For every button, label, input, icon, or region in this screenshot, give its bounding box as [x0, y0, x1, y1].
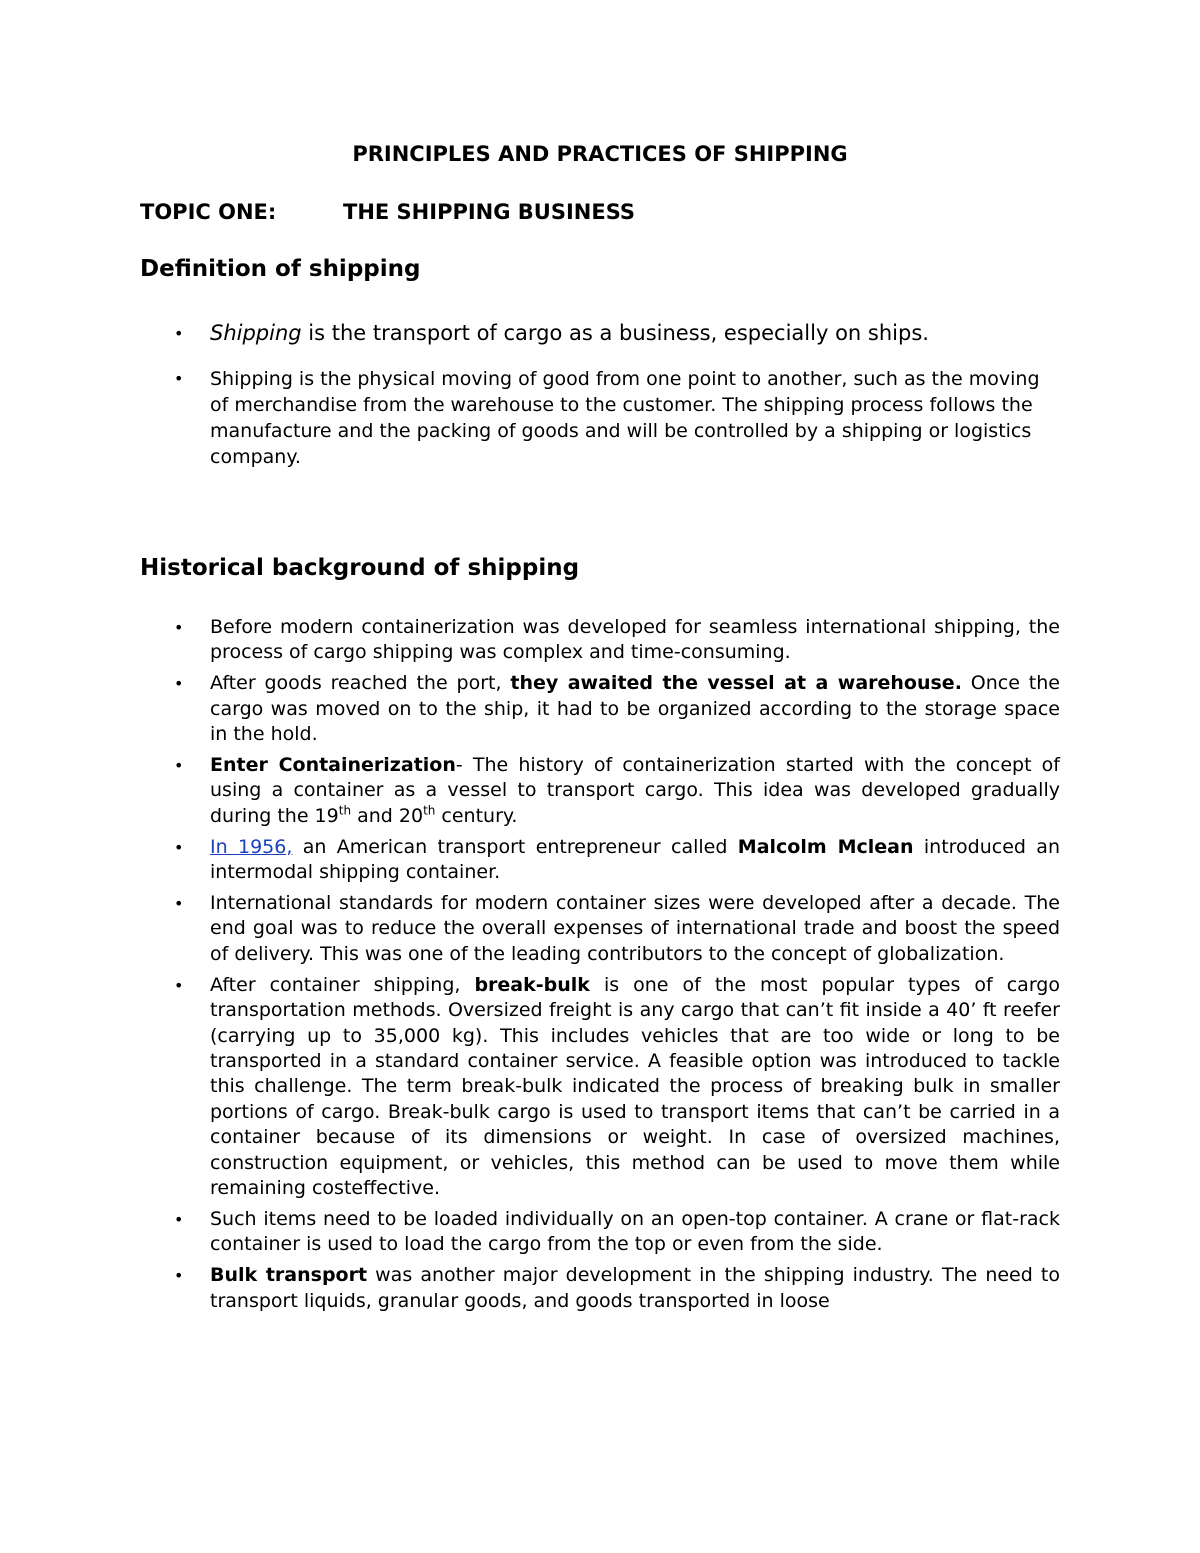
list-item	[140, 835, 1060, 886]
list-item	[140, 753, 1060, 829]
list-item	[140, 1207, 1060, 1258]
section-heading-definition: Definition of shipping	[140, 256, 421, 282]
list-item	[140, 891, 1060, 967]
bullet-icon: •	[174, 369, 184, 388]
emphasis-text: they awaited the vessel at a warehouse.	[510, 672, 962, 695]
list-item	[140, 1263, 1060, 1314]
list-item	[140, 366, 1060, 470]
definition-list	[140, 318, 1060, 470]
paragraph-text: Before modern containerization was developed for seamless international shipping, the process of cargo shipping was complex and time-consuming.	[210, 616, 1060, 664]
paragraph-text: International standards for modern container sizes were developed after a decade. The end goal was to reduce the overall expenses of international trade and boost the speed of delivery. This was one of the leading contributors to the concept of globalization.	[210, 892, 1060, 965]
list-item	[140, 973, 1060, 1202]
paragraph-text: After goods reached the port,	[210, 672, 511, 695]
bullet-icon: •	[174, 837, 184, 857]
term-shipping: Shipping	[210, 321, 302, 345]
bullet-icon: •	[174, 1209, 184, 1229]
paragraph-text: After container shipping,	[210, 973, 475, 996]
paragraph-text: an American transport entrepreneur called	[292, 835, 738, 858]
paragraph-text: and 20	[351, 804, 424, 827]
superscript: th	[423, 803, 436, 818]
bullet-icon: •	[174, 756, 184, 776]
paragraph-text: Once the cargo was moved on to the ship, it had to be organized according to the storage space in the hold.	[210, 672, 1060, 746]
paragraph-text: century.	[435, 804, 518, 827]
bullet-icon: •	[174, 618, 184, 637]
definition-text: Shipping is the physical moving of good from one point to another, such as the moving of merchandise from the warehouse to the customer. The shipping process follows the manufacture and the packing of goods and will be controlled by a shipping or logistics company.	[210, 368, 1040, 468]
paragraph-text: Such items need to be loaded individually on an open-top container. A crane or flat-rack container is used to load the cargo from the top or even from the side.	[210, 1207, 1060, 1256]
definition-text: is the transport of cargo as a business, especially on ships.	[301, 321, 929, 345]
section-heading-history: Historical background of shipping	[140, 555, 580, 581]
bullet-icon: •	[174, 975, 184, 995]
bullet-icon: •	[174, 894, 184, 914]
history-list	[140, 615, 1060, 1320]
emphasis-text: Malcolm Mclean	[737, 835, 914, 858]
emphasis-text: break-bulk	[474, 973, 590, 996]
paragraph-text: is one of the most popular types of cargo transportation methods. Oversized freight is any cargo that can’t fit inside a 40’ ft reefer (carrying up to 35,000 kg). This includes vehicles that are too wide or long to be transported in a standard container service. A feasible option was introduced to tackle this challenge. The term break-bulk indicated the process of breaking bulk in smaller portions of cargo. Break-bulk cargo is used to transport items that can’t be carried in a container because of its dimensions or weight. In case of oversized machines, construction equipment, or vehicles, this method can be used to move them while remaining costeffective.	[210, 973, 1060, 1200]
paragraph-text: was another major development in the shipping industry. The need to transport liquids, granular goods, and goods transported in loose	[210, 1264, 1060, 1312]
paragraph-text: introduced an intermodal shipping container.	[210, 835, 1060, 884]
bullet-icon: •	[174, 674, 184, 694]
topic-label: TOPIC ONE:	[140, 200, 277, 224]
list-item	[140, 318, 1060, 348]
year-link[interactable]: In 1956,	[210, 835, 293, 858]
bullet-icon: •	[174, 324, 184, 343]
topic-heading	[140, 200, 636, 224]
topic-name: THE SHIPPING BUSINESS	[343, 200, 636, 224]
document-title: PRINCIPLES AND PRACTICES OF SHIPPING	[352, 142, 848, 166]
emphasis-text: Enter Containerization	[210, 754, 456, 777]
bullet-icon: •	[174, 1266, 184, 1286]
emphasis-text: Bulk transport	[210, 1264, 368, 1287]
list-item	[140, 671, 1060, 747]
superscript: th	[338, 803, 352, 818]
list-item	[140, 615, 1060, 666]
paragraph-text: - The history of containerization started with the concept of using a container as a vessel to transport cargo. This idea was developed gradually during the 19	[210, 754, 1060, 827]
